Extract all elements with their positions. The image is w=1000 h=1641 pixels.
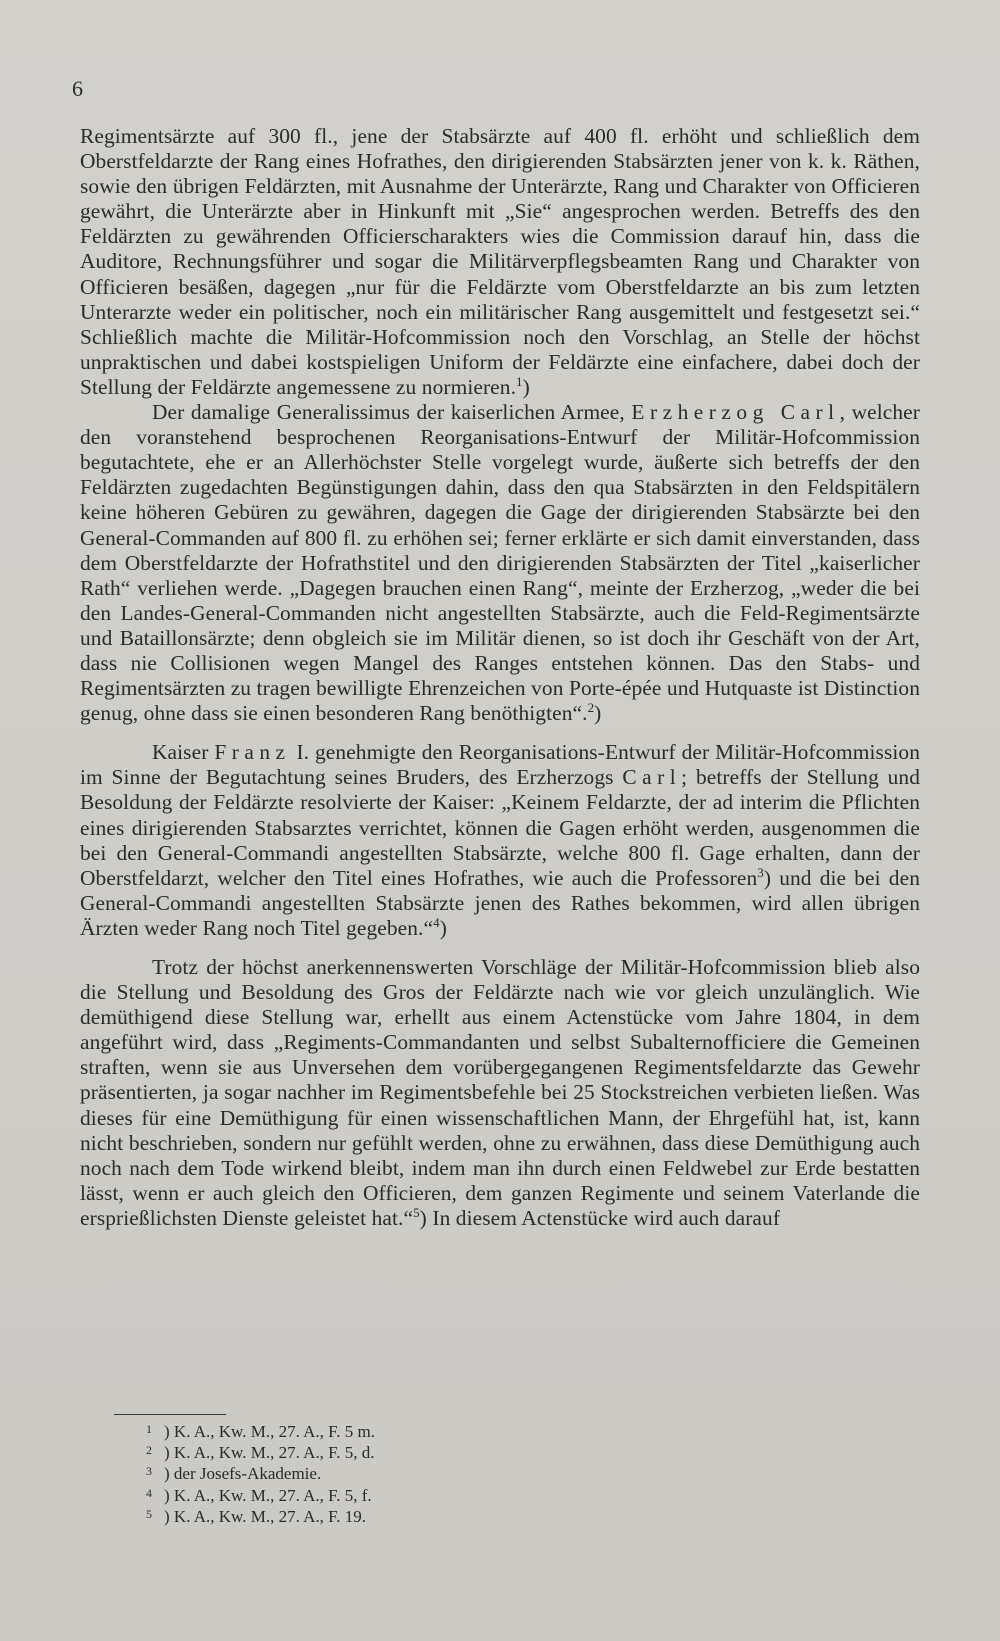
text-run: ) und die bei den General-Commandi angestellten Stabsärzte jenen des Rathes bekommen, wird allen übrigen Ärzten weder Rang noch Titel gegeben.“ [80, 865, 920, 940]
footnote-reference: 5 [413, 1204, 420, 1220]
text-run: ) [439, 915, 447, 940]
paragraph [80, 740, 920, 941]
footnotes [146, 1420, 646, 1526]
spaced-name: Franz [214, 740, 291, 765]
text-run: Regimentsärzte auf 300 fl., jene der Stabsärzte auf 400 fl. erhöht und schließlich dem Oberstfeldarzte der Rang eines Hofrathes, den dirigierenden Stabsärzten jener von k. k. Räthen, sowie den übrigen Feldärzten, mit Ausnahme der Unterärzte, Rang und Charakter von Officieren gewährt, die Unterärzte aber in Hinkunft mit „Sie“ angesprochen werden. Betreffs des den Feldärzten zu gewährenden Officierscharakters wies die Commission darauf hin, dass die Auditore, Rechnungsführer und sogar die Militärverpflegsbeamten Rang und Charakter von Officieren besäßen, dagegen „nur für die Feldärzte vom Oberstfeldarzte an bis zum letzten Unterarzte weder ein politischer, noch ein militärischer Rang ausgemittelt und festgesetzt sei.“ Schließlich machte die Militär-Hofcommission noch den Vorschlag, an Stelle der höchst unpraktischen und dabei kostspieligen Uniform der Feldärzte eine einfachere, dabei doch der Stellung der Feldärzte angemessene zu normieren. [80, 124, 920, 399]
footnote-mark: 4 [146, 1485, 152, 1500]
footnote-mark: 1 [146, 1422, 152, 1436]
text-run: Trotz der höchst anerkennenswerten Vorschläge der Militär-Hofcommission blieb also die Stellung und Besoldung des Gros der Feldärzte nach wie vor gleich unzulänglich. Wie demüthigend diese Stellung war, erhellt aus einem Actenstücke vom Jahre 1804, in dem angeführt wird, dass „Regiments-Commandanten und selbst Subalternofficiere die Gemeinen straften, wenn sie aus Unversehen dem vorübergegangenen Regimentsfeldarzte das Gewehr präsentierten, ja sogar nachher im Regimentsbefehle bei 25 Stockstreichen verbieten ließen. Was dieses für eine Demüthigung für einen wissenschaftlichen Mann, der Ehrgefühl hat, ist, kann nicht beschrieben, sondern nur gefühlt werden, ohne zu erwähnen, dass diese Demüthigung auch noch nach dem Tode wirkend bleibt, indem man ihn durch einen Feldwebel zur Erde bestatten lässt, wenn er auch gleich den Officieren, dem ganzen Regimente und seinem Vaterlande die ersprießlichsten Dienste geleistet hat.“ [80, 955, 920, 1230]
text-run: ; betreffs der Stellung und Besoldung der Feldärzte resolvierte der Kaiser: „Keinem Feldarzte, der ad interim die Pflichten eines dirigierenden Stabsarztes verrichtet, können die Gagen erhöht werden, ausgenommen die bei den General-Commandi angestellten Stabsärzte, welche 800 fl. Gage erhalten, dann der Oberstfeldarzt, welcher den Titel eines Hofrathes, wie auch die Professoren [80, 765, 920, 890]
footnote-text: ) der Josefs-Akademie. [164, 1464, 322, 1484]
footnote-text: ) K. A., Kw. M., 27. A., F. 19. [164, 1506, 367, 1526]
footnote-mark: 5 [146, 1506, 152, 1521]
footnote-reference: 1 [516, 373, 523, 389]
footnote-reference: 4 [433, 914, 440, 930]
paragraph [80, 124, 920, 400]
text-run: Kaiser [152, 740, 215, 765]
footnote-reference: 3 [757, 864, 764, 880]
spaced-name: Carl [622, 765, 682, 790]
footnote-divider [114, 1414, 226, 1415]
text-run: I. genehmigte den Reorganisations-Entwurf der Militär-Hofcommission im Sinne der Begutachtung seines Bruders, des Erzherzogs [80, 740, 921, 790]
footnote [146, 1420, 646, 1441]
footnote-text: ) K. A., Kw. M., 27. A., F. 5, d. [164, 1443, 375, 1463]
footnote-mark: 2 [146, 1443, 152, 1458]
footnote-text: ) K. A., Kw. M., 27. A., F. 5, f. [164, 1485, 372, 1505]
paragraph [80, 400, 920, 726]
body-text [80, 124, 920, 1231]
spaced-name: Erzherzog Carl [631, 400, 840, 425]
text-run: , welcher den voranstehend besprochenen Reorganisations-Entwurf der Militär-Hofcommission begutachtete, ehe er an Allerhöchster Stelle vorgelegt wurde, äußerte sich betreffs der den Feldärzten zugedachten Begünstigungen dahin, dass den qua Stabsärzten in den Feldspitälern keine höheren Gebüren zu gewähren, dagegen die Gage der dirigierenden Stabsärzte bei den General-Commanden auf 800 fl. zu erhöhen sei; ferner erklärte er sich damit einverstanden, dass dem Oberstfeldarzte der Hofrathstitel und den dirigierenden Stabsärzten der Titel „kaiserlicher Rath“ verliehen werde. „Dagegen brauchen einen Rang“, meinte der Erzherzog, „weder die bei den Landes-General-Commanden nicht angestellten Stabsärzte, auch die Feld-Regimentsärzte und Bataillonsärzte; denn obgleich sie im Militär dienen, so ist doch ihr Geschäft von der Art, dass nie Collisionen wegen Mangel des Ranges entstehen können. Das den Stabs- und Regimentsärzten zu tragen bewilligte Ehrenzeichen von Porte-épée und Hutquaste ist Distinction genug, ohne dass sie einen besonderen Rang benöthigten“. [80, 400, 920, 726]
footnote-text: ) K. A., Kw. M., 27. A., F. 5 m. [164, 1422, 375, 1441]
page-number: 6 [72, 76, 83, 101]
footnote [146, 1484, 646, 1505]
text-run: ) In diesem Actenstücke wird auch darauf [419, 1205, 781, 1230]
text-run: ) [522, 374, 530, 399]
footnote-reference: 2 [587, 700, 595, 716]
text-run: Der damalige Generalissimus der kaiserlichen Armee, [152, 400, 632, 425]
paragraph [80, 955, 920, 1231]
footnote [146, 1462, 646, 1483]
text-run: ) [594, 701, 602, 726]
footnote-mark: 3 [146, 1464, 152, 1479]
footnote [146, 1441, 646, 1462]
footnote [146, 1505, 646, 1526]
